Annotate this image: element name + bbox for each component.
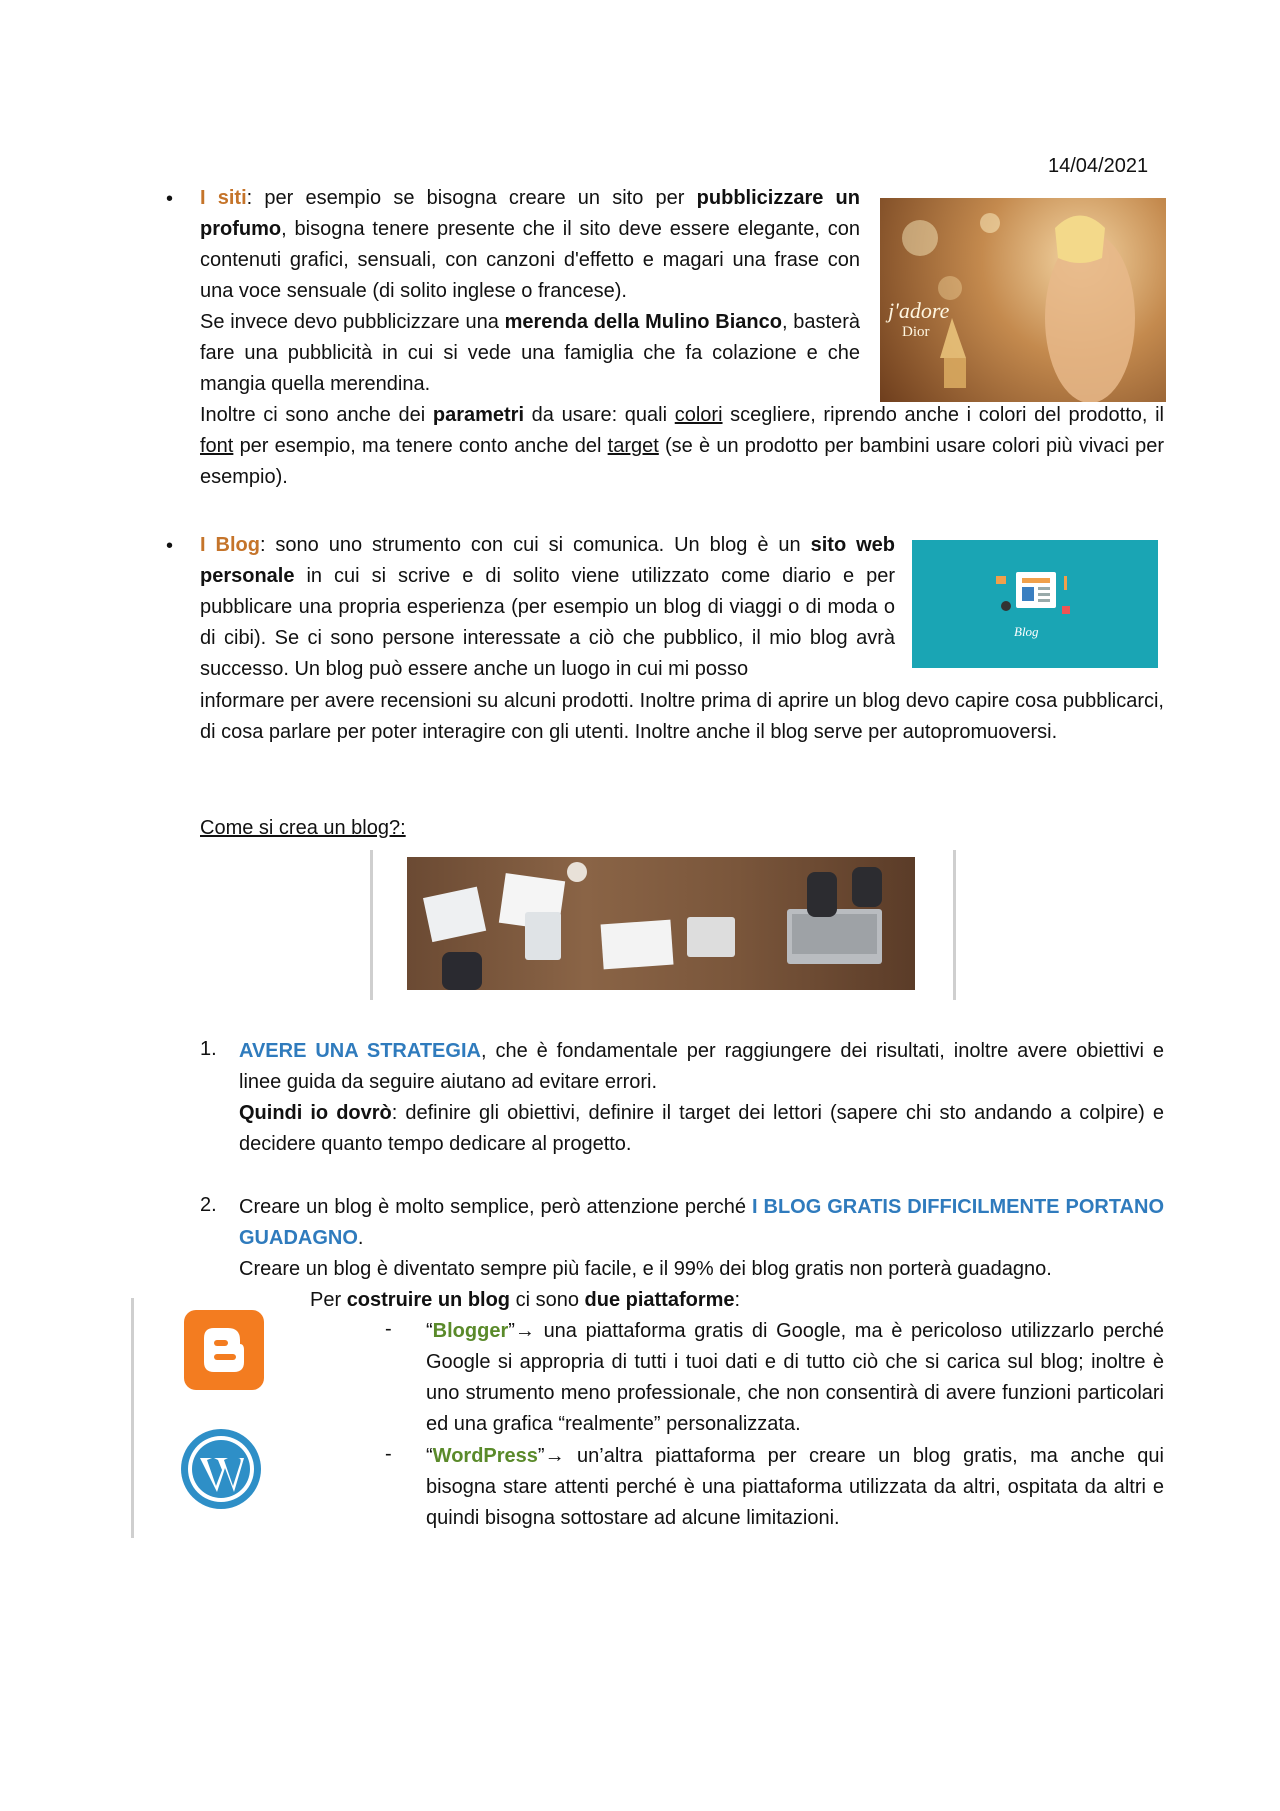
step-1-number: 1. [200, 1038, 217, 1060]
document-date: 14/04/2021 [1048, 155, 1149, 177]
blog-paragraph-1: I Blog: sono uno strumento con cui si comunica. Un blog è un sito web personale in cui si scrive e di solito viene utilizzato come diario e per pubblicare una propria esperienza (per esempio un blog di viaggi o di moda o di cibi). Se ci sono persone interessate a ciò che pubblico, il mio blog avrà successo. Un blog può essere anche un luogo in cui mi posso [200, 534, 896, 680]
blog-illustration-image [912, 540, 1158, 668]
step-2-text: Creare un blog è molto semplice, però attenzione perché I BLOG GRATIS DIFFICILMENTE PORTANO GUADAGNO. [239, 1196, 1164, 1249]
arrow-icon: → [544, 1445, 565, 1467]
siti-label: I siti [200, 187, 247, 209]
siti-paragraph-3: Inoltre ci sono anche dei parametri da usare: quali colori scegliere, riprendo anche i colori del prodotto, il font per esempio, ma tenere conto anche del target (se è un prodotto per bambini usare colori più vivaci per esempio). [200, 404, 1164, 488]
step-1-text: AVERE UNA STRATEGIA, che è fondamentale per raggiungere dei risultati, inoltre avere obiettivi e linee guida da seguire aiutano ad evitare errori. [239, 1040, 1165, 1093]
platform-blogger-name: Blogger [432, 1320, 509, 1342]
blog-label: I Blog [200, 534, 260, 556]
desk-workspace-image [407, 857, 915, 990]
arrow-icon: → [514, 1320, 535, 1342]
blogger-logo-icon [184, 1310, 264, 1390]
platform-1-dash: - [385, 1318, 392, 1340]
siti-paragraph-2: Se invece devo pubblicizzare una merenda della Mulino Bianco, basterà fare una pubblicità in cui si vede una famiglia che fa colazione e che mangia quella merendina. [200, 311, 860, 395]
image-frame-left [370, 850, 373, 1000]
platforms-intro: Per costruire un blog ci sono due piattaforme: [310, 1289, 741, 1311]
blog-paragraph-2: informare per avere recensioni su alcuni prodotti. Inoltre prima di aprire un blog devo capire cosa pubblicarci, di cosa parlare per poter interagire con gli utenti. Inoltre anche il blog serve per autopromuoversi. [200, 690, 1164, 743]
image-frame-right [953, 850, 956, 1000]
step-1-detail: Quindi io dovrò: definire gli obiettivi, definire il target dei lettori (sapere chi sto andando a colpire) e decidere quanto tempo dedicare al progetto. [239, 1102, 1165, 1155]
step-2-number: 2. [200, 1194, 217, 1216]
siti-paragraph-1: I siti: per esempio se bisogna creare un sito per pubblicizzare un profumo, bisogna tenere presente che il sito deve essere elegante, con contenuti grafici, sensuali, con canzoni d'effetto e magari una frase con una voce sensuale (di solito inglese o francese). [200, 187, 860, 302]
blog-illustration-label: Blog [1014, 624, 1039, 639]
perfume-brand-subtext: Dior [902, 324, 930, 340]
perfume-brand-text: j'adore [888, 298, 950, 323]
step-1-highlight: AVERE UNA STRATEGIA [239, 1040, 481, 1062]
logos-side-line [131, 1298, 134, 1538]
platform-blogger-text: “Blogger”→ una piattaforma gratis di Google, ma è pericoloso utilizzarlo perché Google si appropria di tutti i tuoi dati e di tutto ciò che si carica sul blog; inoltre è uno strumento meno professionale, che non consentirà di avere funzioni particolari ed una grafica “realmente” personalizzata. [426, 1320, 1164, 1435]
bullet-siti: • [166, 188, 174, 210]
step-2-highlight: I BLOG GRATIS DIFFICILMENTE PORTANO GUADAGNO [239, 1196, 1164, 1249]
platform-wordpress-name: WordPress [432, 1445, 538, 1467]
wordpress-logo-icon [178, 1426, 264, 1512]
step-2-detail: Creare un blog è diventato sempre più facile, e il 99% dei blog gratis non porterà guadagno. [239, 1258, 1052, 1280]
platform-2-dash: - [385, 1443, 392, 1465]
platform-wordpress-text: “WordPress”→ un’altra piattaforma per creare un blog gratis, ma anche qui bisogna stare attenti perché è una piattaforma utilizzata da altri, ospitata da altri e quindi bisogna sottostare ad alcune limitazioni. [426, 1445, 1164, 1529]
perfume-ad-image [880, 198, 1166, 402]
how-to-title: Come si crea un blog?: [200, 817, 406, 839]
bullet-blog: • [166, 535, 174, 557]
